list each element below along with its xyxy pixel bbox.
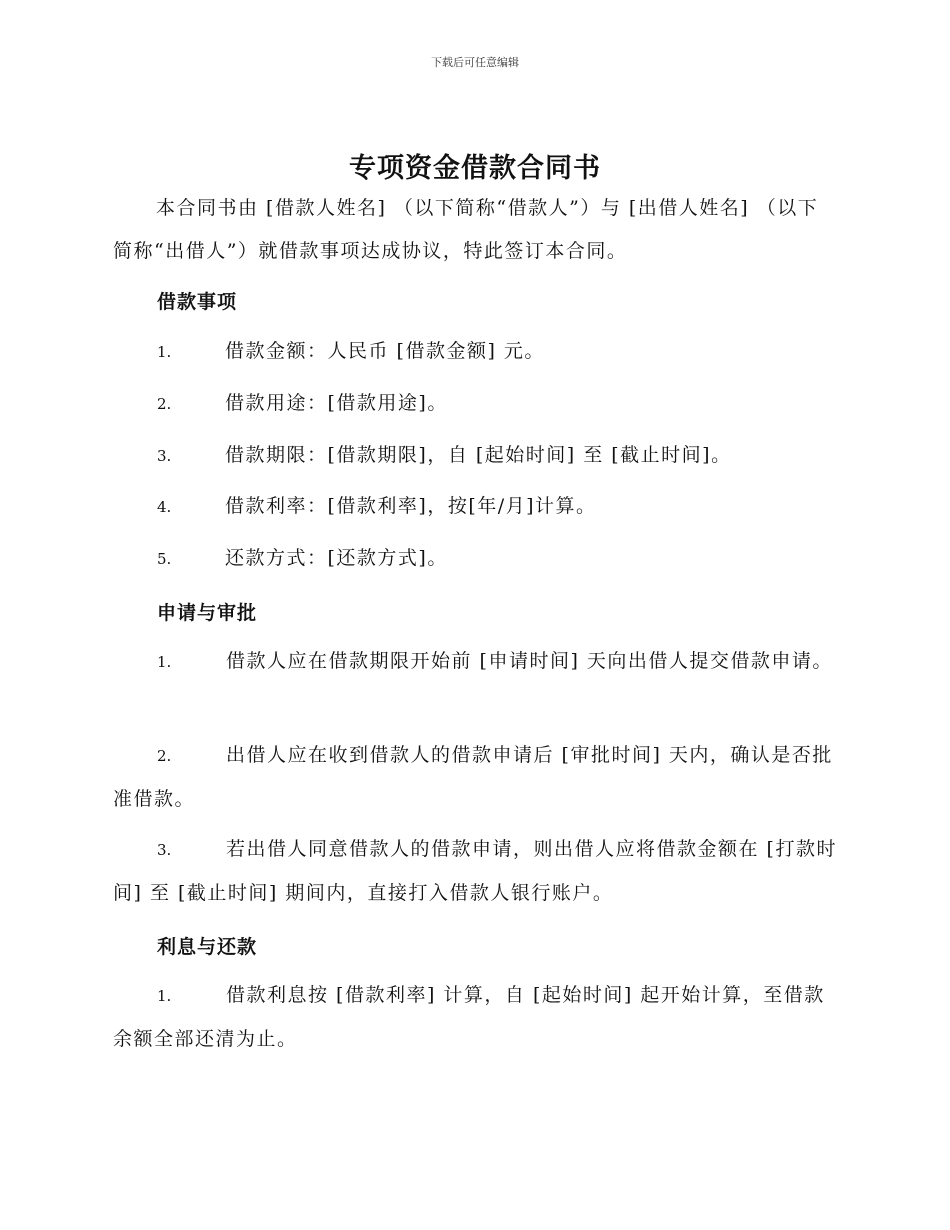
list-item [113, 828, 837, 915]
header-note: 下载后可任意编辑 [431, 56, 519, 69]
item-text: 借款人应在借款期限开始前 [申请时间] 天向出借人提交借款申请。 [226, 650, 833, 672]
list-item [113, 974, 837, 1061]
section-heading-loan-terms: 借款事项 [157, 291, 238, 313]
list-item [113, 537, 837, 581]
item-number: 1. [157, 987, 172, 1005]
item-number: 3. [157, 841, 172, 859]
section-heading-application-approval: 申请与审批 [157, 602, 258, 624]
document-title: 专项资金借款合同书 [349, 153, 601, 184]
list-item [113, 434, 837, 478]
item-text: 借款利率：[借款利率]，按[年/月]计算。 [225, 495, 597, 517]
item-number: 2. [157, 395, 172, 413]
item-number: 1. [157, 653, 172, 671]
list-item [113, 640, 837, 684]
list-item [113, 382, 837, 426]
list-item [113, 485, 837, 529]
item-text: 若出借人同意借款人的借款申请，则出借人应将借款金额在 [打款时间] 至 [截止时间] 期间内，直接打入借款人银行账户。 [113, 838, 837, 904]
item-number: 5. [157, 550, 172, 568]
item-text: 出借人应在收到借款人的借款申请后 [审批时间] 天内，确认是否批准借款。 [113, 744, 833, 810]
list-item [113, 734, 837, 821]
item-number: 3. [157, 447, 172, 465]
list-item [113, 330, 837, 374]
item-number: 2. [157, 747, 172, 765]
item-text: 借款期限：[借款期限]，自 [起始时间] 至 [截止时间]。 [225, 444, 732, 466]
item-text: 借款金额：人民币 [借款金额] 元。 [225, 340, 545, 362]
intro-paragraph: 本合同书由 [借款人姓名] （以下简称“借款人”）与 [出借人姓名] （以下简称“出借人”）就借款事项达成协议，特此签订本合同。 [113, 197, 819, 262]
section-heading-interest-repayment: 利息与还款 [157, 936, 258, 958]
item-text: 借款利息按 [借款利率] 计算，自 [起始时间] 起开始计算，至借款余额全部还清为止。 [113, 984, 825, 1050]
item-text: 借款用途：[借款用途]。 [225, 392, 448, 414]
item-text: 还款方式：[还款方式]。 [225, 547, 448, 569]
item-number: 4. [157, 498, 172, 516]
item-number: 1. [157, 343, 172, 361]
